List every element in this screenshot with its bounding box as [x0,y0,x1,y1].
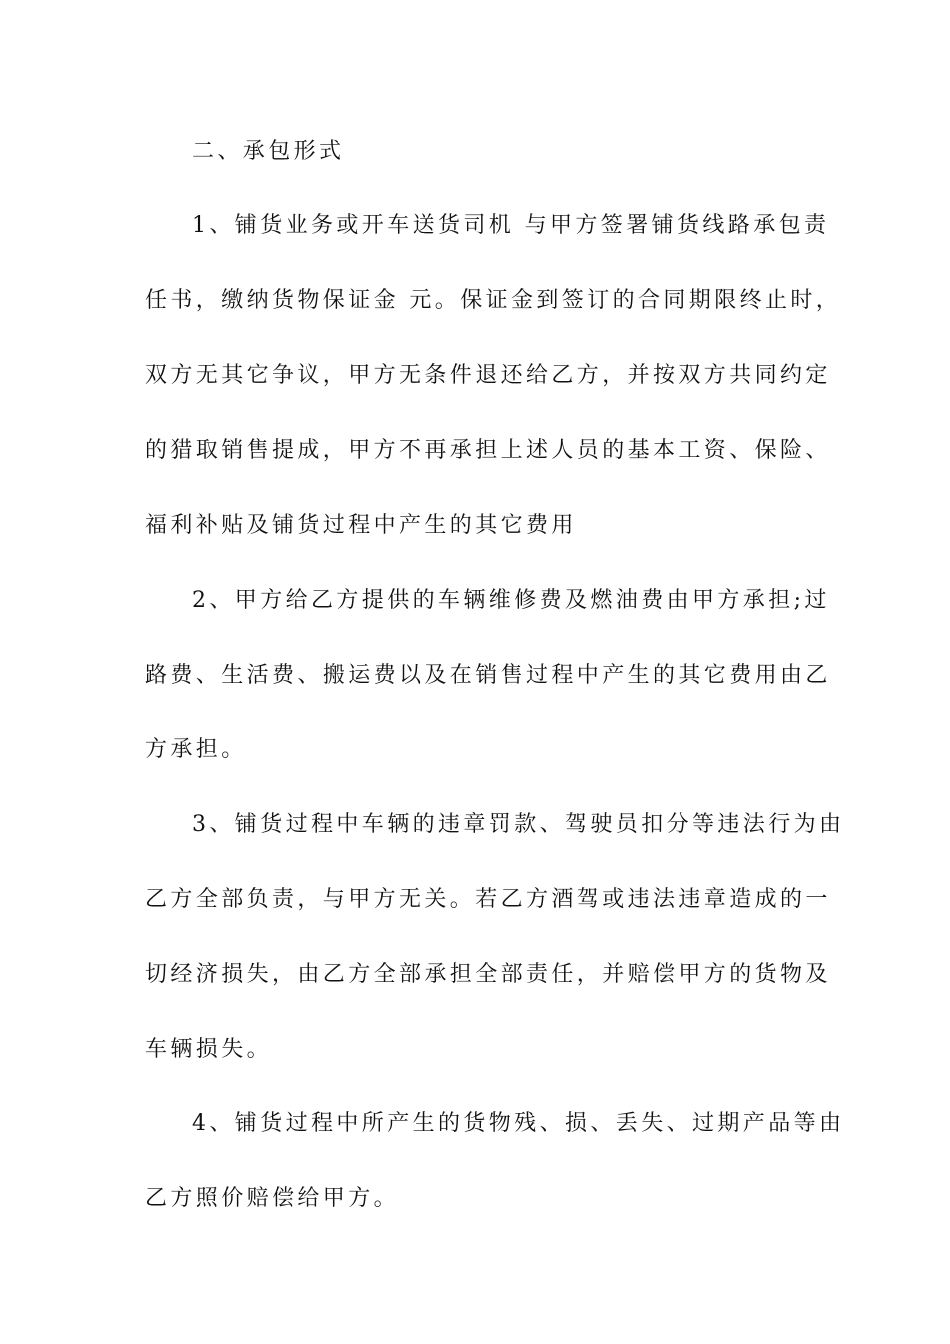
paragraph-4-line-2: 乙方照价赔偿给甲方。 [145,1186,400,1211]
paragraph-1-line-1: 1、铺货业务或开车送货司机 与甲方签署铺货线路承包责 [192,213,830,238]
paragraph-3-line-2: 乙方全部负责，与甲方无关。若乙方酒驾或违法违章造成的一 [145,887,831,912]
paragraph-2-line-1: 2、甲方给乙方提供的车辆维修费及燃油费由甲方承担;过 [192,588,830,613]
section-heading: 二、承包形式 [192,139,345,164]
paragraph-3-line-3: 切经济损失，由乙方全部承担全部责任，并赔偿甲方的货物及 [145,962,831,987]
paragraph-1-line-5: 福利补贴及铺货过程中产生的其它费用 [145,513,577,538]
paragraph-4-line-1: 4、铺货过程中所产生的货物残、损、丢失、过期产品等由 [192,1111,845,1136]
paragraph-1-line-3: 双方无其它争议，甲方无条件退还给乙方，并按双方共同约定 [145,363,831,388]
paragraph-1-line-4: 的猎取销售提成，甲方不再承担上述人员的基本工资、保险、 [145,438,831,463]
paragraph-3-line-4: 车辆损失。 [145,1037,273,1062]
paragraph-2-line-3: 方承担。 [145,737,247,762]
paragraph-1-line-2: 任书，缴纳货物保证金 元。保证金到签订的合同期限终止时， [145,288,842,313]
paragraph-2-line-2: 路费、生活费、搬运费以及在销售过程中产生的其它费用由乙 [145,663,831,688]
paragraph-3-line-1: 3、铺货过程中车辆的违章罚款、驾驶员扣分等违法行为由 [192,812,845,837]
